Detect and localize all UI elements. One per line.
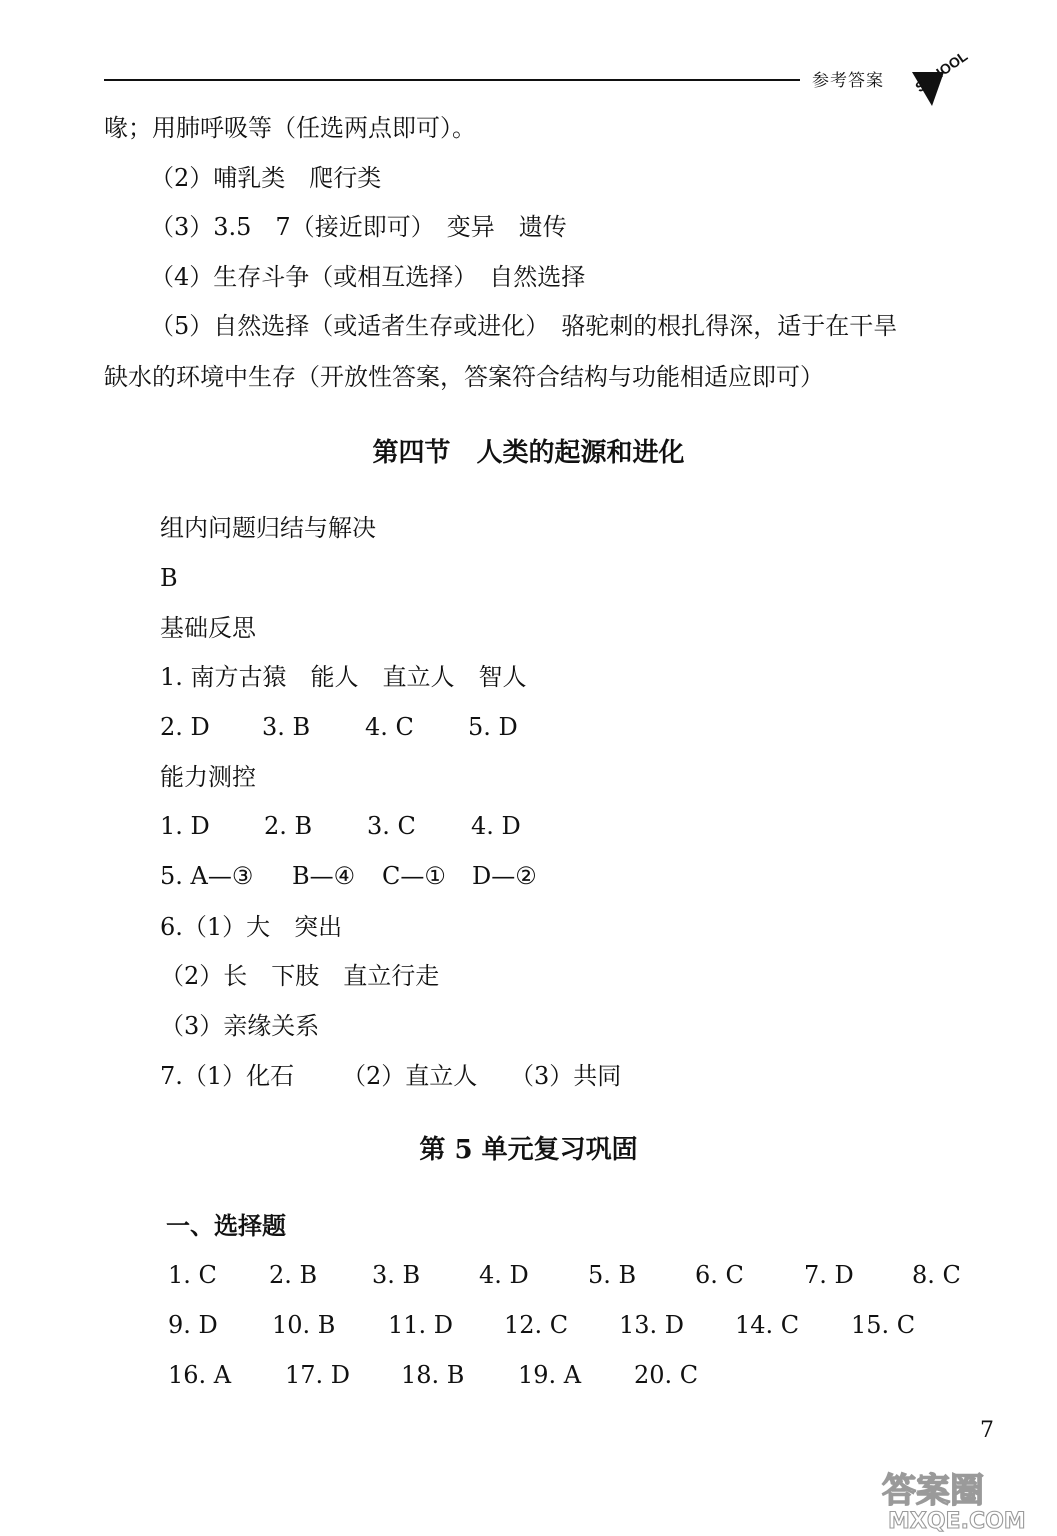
group-answer: B: [160, 564, 178, 592]
answer-item: 11. D: [388, 1311, 454, 1339]
answer-item: 10. B: [272, 1311, 336, 1339]
answer-item: （2）直立人: [342, 1062, 478, 1090]
answer-item: 2. B: [269, 1261, 318, 1289]
answer-item: 1. D: [160, 812, 210, 840]
answer-item: 19. A: [518, 1361, 582, 1389]
answer-item: 14. C: [735, 1311, 800, 1339]
unit-title: 第 5 单元复习巩固: [419, 1135, 638, 1165]
answer-item: 9. D: [168, 1311, 218, 1339]
basic-answer-1: 1. 南方古猿 能人 直立人 智人: [160, 663, 527, 691]
answer-item: 8. C: [912, 1261, 961, 1289]
answer-item: 2. B: [264, 812, 313, 840]
text-line: （2）哺乳类 爬行类: [150, 164, 382, 192]
basic-label: 基础反思: [160, 614, 256, 642]
school-logo: [898, 38, 970, 110]
answer-item: 18. B: [401, 1361, 465, 1389]
answer-item: 5. A—③: [160, 862, 254, 890]
answer-item: 4. D: [471, 812, 521, 840]
text-line: 喙；用肺呼吸等（任选两点即可）。: [104, 114, 476, 142]
answer-item: （3）共同: [510, 1062, 622, 1090]
text-line: 缺水的环境中生存（开放性答案，答案符合结构与功能相适应即可）: [104, 363, 824, 391]
answer-item: 1. C: [168, 1261, 217, 1289]
ability-answer-6-3: （3）亲缘关系: [160, 1012, 320, 1040]
answer-item: 15. C: [851, 1311, 916, 1339]
svg-text:MXQE.COM: MXQE.COM: [888, 1509, 1026, 1532]
answer-item: 12. C: [504, 1311, 569, 1339]
group-label: 组内问题归结与解决: [160, 514, 376, 542]
answer-item: D—②: [472, 862, 537, 890]
answer-item: 3. B: [262, 713, 311, 741]
answer-item: 5. D: [468, 713, 518, 741]
ability-answer-6-1: 6.（1）大 突出: [160, 913, 343, 941]
header-label: 参考答案: [812, 71, 884, 91]
text-line: （3）3.5 7（接近即可） 变异 遗传: [150, 213, 567, 241]
answer-item: C—①: [382, 862, 446, 890]
answer-item: 20. C: [634, 1361, 699, 1389]
answer-item: 6. C: [695, 1261, 744, 1289]
answer-item: 7. D: [804, 1261, 854, 1289]
header-rule: [104, 79, 800, 81]
answer-item: 4. D: [479, 1261, 529, 1289]
answer-item: 3. B: [372, 1261, 421, 1289]
answer-item: 2. D: [160, 713, 210, 741]
text-line: （4）生存斗争（或相互选择） 自然选择: [150, 263, 586, 291]
answer-item: 3. C: [367, 812, 416, 840]
answer-item: 5. B: [588, 1261, 637, 1289]
choice-label: 一、选择题: [166, 1211, 286, 1240]
answer-item: 4. C: [365, 713, 414, 741]
answer-item: 16. A: [168, 1361, 232, 1389]
site-watermark: [872, 1468, 1052, 1532]
ability-label: 能力测控: [160, 763, 256, 791]
svg-text:答案圈: 答案圈: [882, 1471, 984, 1511]
answer-item: 17. D: [285, 1361, 351, 1389]
answer-item: 13. D: [619, 1311, 685, 1339]
section-title: 第四节 人类的起源和进化: [372, 438, 685, 468]
answer-item: 7.（1）化石: [160, 1062, 295, 1090]
page-number: 7: [980, 1418, 994, 1443]
svg-text:SCHOOL: SCHOOL: [912, 47, 970, 96]
text-line: （5）自然选择（或适者生存或进化） 骆驼刺的根扎得深，适于在干旱: [150, 312, 898, 340]
ability-answer-6-2: （2）长 下肢 直立行走: [160, 962, 440, 990]
answer-item: B—④: [292, 862, 356, 890]
